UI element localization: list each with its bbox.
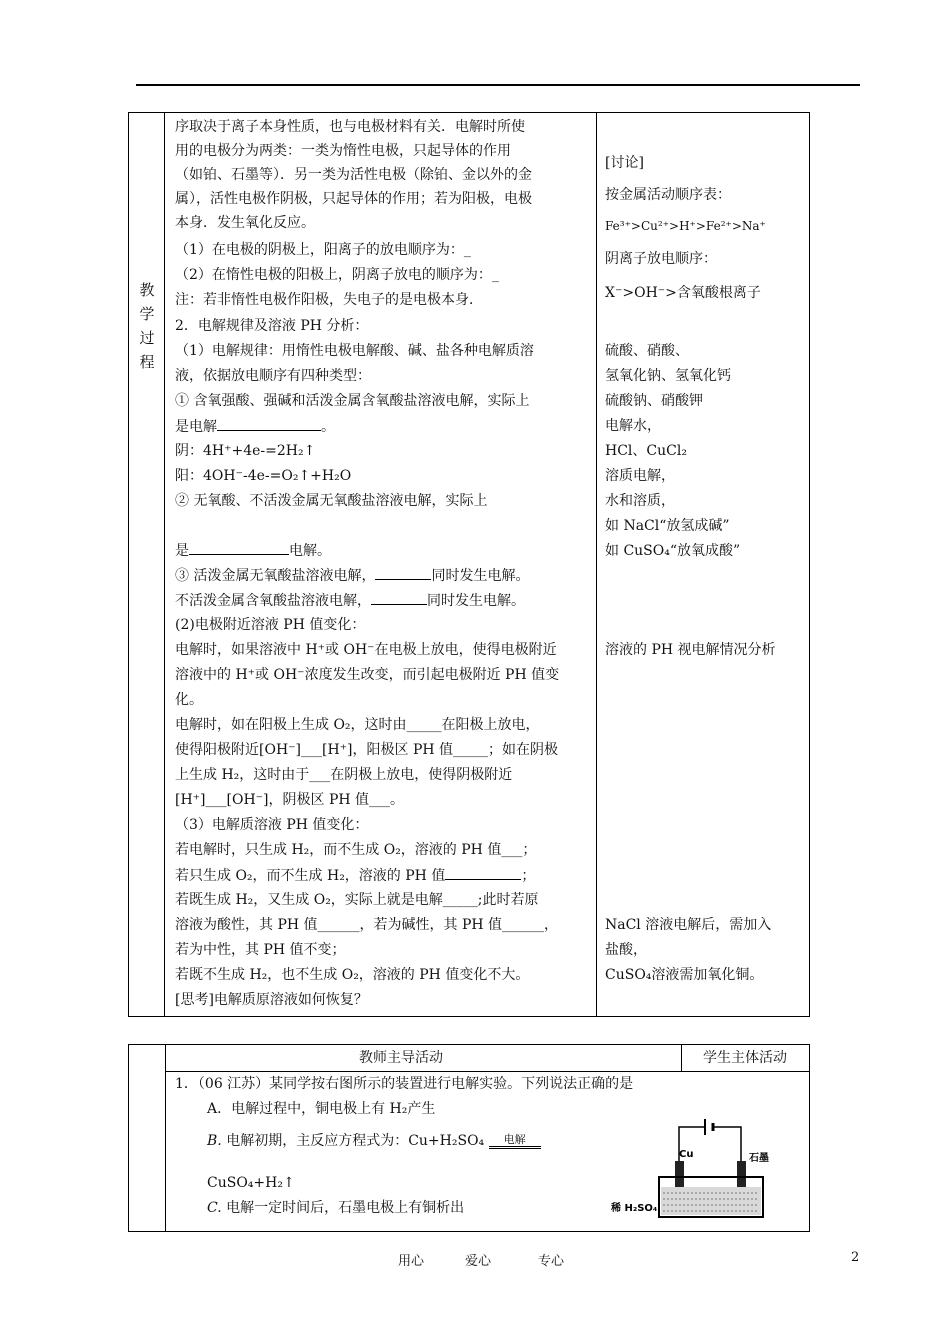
header-teacher: 教师主导活动	[359, 1050, 443, 1066]
text-line: （1）电解规律：用惰性电极电解酸、碱、盐各种电解质溶	[175, 343, 534, 359]
text-line: 注：若非惰性电极作阳极，失电子的是电极本身．	[175, 292, 483, 308]
note-line: X⁻>OH⁻>含氧酸根离子	[605, 285, 761, 301]
header-divider	[165, 1071, 809, 1072]
text-line: （1）在电极的阴极上，阳离子的放电顺序为：_	[175, 242, 471, 258]
side-label	[137, 278, 157, 374]
text-span: ；	[521, 868, 536, 884]
note-line: 硫酸、硝酸、	[605, 343, 689, 359]
option-c	[207, 1198, 464, 1218]
side-label-column	[129, 113, 165, 1016]
text-line: 电解时，如在阳极上生成 O₂，这时由_____在阳极上放电，	[175, 717, 540, 733]
text-line: （2）在惰性电极的阳极上，阴离子放电的顺序为：_	[175, 267, 499, 283]
note-line: 电解水，	[605, 418, 661, 434]
option-label: C.	[207, 1200, 222, 1216]
note-line: HCl、CuCl₂	[605, 443, 687, 459]
side-label-char: 过	[139, 329, 155, 347]
text-span: 同时发生电解。	[431, 568, 530, 584]
fill-blank	[189, 540, 289, 555]
text-line: 本身．发生氧化反应。	[175, 215, 315, 231]
note-line: NaCl 溶液电解后，需加入	[605, 917, 772, 933]
text-line: 是电解 。	[175, 416, 335, 437]
text-line	[175, 565, 529, 586]
text-line: 电解时，如果溶液中 H⁺或 OH⁻在电极上放电，使得电极附近	[175, 642, 557, 658]
fill-blank	[217, 416, 321, 431]
note-line: 氢氧化钠、氢氧化钙	[605, 368, 731, 384]
text-span: 电解。	[289, 543, 331, 559]
note-line: 如 CuSO₄“放氧成酸”	[605, 543, 741, 559]
text-line: 用的电极分为两类：一类为惰性电极，只起导体的作用	[175, 143, 511, 159]
note-line: 如 NaCl“放氢成碱”	[605, 518, 730, 534]
note-line: CuSO₄溶液需加氧化铜。	[605, 967, 764, 983]
option-text: 电解一定时间后，石墨电极上有铜析出	[226, 1200, 465, 1216]
text-line: 阳：4OH⁻-4e-=O₂↑+H₂O	[175, 468, 352, 484]
battery-icon	[705, 1119, 713, 1135]
note-line: 盐酸，	[605, 942, 647, 958]
text-line: 使得阳极附近[OH⁻]___[H⁺]，阳极区 PH 值_____；如在阴极	[175, 742, 559, 758]
text-line: 阴：4H⁺+4e-=2H₂↑	[175, 443, 316, 459]
option-text: 电解初期，主反应方程式为：Cu+H₂SO₄	[226, 1133, 485, 1149]
graphite-label: 石墨	[749, 1153, 769, 1164]
text-span: 若只生成 O₂，而不生成 H₂，溶液的 PH 值	[175, 868, 446, 884]
note-line: 阴离子放电顺序：	[605, 251, 717, 267]
text-line: 若既生成 H₂，又生成 O₂，实际上就是电解_____;此时若原	[175, 892, 539, 908]
text-span: 是电解	[175, 419, 217, 435]
side-label-char: 程	[139, 353, 155, 371]
text-line: 若为中性，其 PH 值不变；	[175, 942, 346, 958]
option-label: B.	[207, 1133, 222, 1149]
text-span: ③ 活泼金属无氧酸盐溶液电解，	[175, 568, 376, 584]
electrolysis-apparatus-figure	[609, 1115, 799, 1223]
footer-left: 用心	[398, 1254, 425, 1269]
option-a: A．电解过程中，铜电极上有 H₂产生	[207, 1101, 436, 1117]
text-line: （3）电解质溶液 PH 值变化：	[175, 817, 369, 833]
text-line	[175, 865, 535, 886]
page-number: 2	[851, 1250, 860, 1265]
acid-label: 稀 H₂SO₄	[611, 1203, 658, 1214]
electrolysis-arrow: 电解	[489, 1134, 541, 1149]
text-line: [思考]电解质原溶液如何恢复？	[175, 992, 368, 1008]
fill-blank	[445, 865, 521, 880]
note-line: 按金属活动顺序表：	[605, 187, 731, 203]
question-text: 1．（06 江苏）某同学按右图所示的装置进行电解实验。下列说法正确的是	[175, 1076, 634, 1092]
cu-label: Cu	[679, 1149, 694, 1160]
text-span: 不活泼金属含氧酸盐溶液电解，	[175, 593, 371, 609]
text-line: 溶液中的 H⁺或 OH⁻浓度发生改变，而引起电极附近 PH 值变	[175, 667, 560, 683]
text-line: 上生成 H₂，这时由于___在阴极上放电，使得阴极附近	[175, 767, 513, 783]
text-line: ② 无氧酸、不活泼金属无氧酸盐溶液电解，实际上	[175, 493, 488, 509]
column-divider	[165, 1045, 166, 1231]
text-line: [H⁺]___[OH⁻]，阴极区 PH 值___。	[175, 792, 405, 808]
side-label-char: 教	[139, 281, 155, 299]
note-line: [讨论]	[605, 155, 644, 171]
note-line: 水和溶质，	[605, 493, 675, 509]
activity-table	[128, 1044, 810, 1232]
header-rule	[136, 84, 860, 86]
text-line: （如铂、石墨等）．另一类为活性电极（除铂、金以外的金	[175, 167, 532, 183]
option-b	[207, 1131, 541, 1151]
fill-blank	[375, 565, 431, 580]
text-line: 若既不生成 H₂，也不生成 O₂，溶液的 PH 值变化不大。	[175, 967, 530, 983]
text-line: (2)电极附近溶液 PH 值变化：	[175, 617, 366, 633]
text-line: 溶液为酸性，其 PH 值______，若为碱性，其 PH 值______，	[175, 917, 559, 933]
footer-middle: 爱心	[465, 1254, 492, 1269]
text-line: 属），活性电极作阴极，只起导体的作用；若为阳极，电极	[175, 191, 532, 207]
text-line: 序取决于离子本身性质，也与电极材料有关．电解时所使	[175, 119, 525, 135]
text-line	[175, 590, 525, 611]
fill-blank	[371, 590, 427, 605]
text-line: 2．电解规律及溶液 PH 分析：	[175, 318, 369, 334]
text-line: 化。	[175, 692, 203, 708]
option-b-continued: CuSO₄+H₂↑	[207, 1175, 295, 1191]
text-line	[175, 540, 331, 561]
header-student: 学生主体活动	[703, 1050, 787, 1066]
text-span: 同时发生电解。	[427, 593, 525, 609]
text-line: ① 含氧强酸、强碱和活泼金属含氧酸盐溶液电解，实际上	[175, 393, 530, 409]
note-line: Fe³⁺>Cu²⁺>H⁺>Fe²⁺>Na⁺	[605, 219, 766, 233]
column-divider	[681, 1045, 682, 1071]
text-line: 液，依据放电顺序有四种类型：	[175, 368, 371, 384]
text-line: 若电解时，只生成 H₂，而不生成 O₂，溶液的 PH 值___；	[175, 842, 537, 858]
note-line: 硫酸钠、硝酸钾	[605, 393, 703, 409]
footer-right: 专心	[538, 1254, 565, 1269]
circuit-wire	[679, 1127, 741, 1169]
note-line: 溶质电解，	[605, 468, 675, 484]
note-line: 溶液的 PH 视电解情况分析	[605, 642, 776, 658]
text-span: 是	[175, 543, 189, 559]
lesson-table	[128, 112, 810, 1017]
side-label-char: 学	[139, 305, 155, 323]
